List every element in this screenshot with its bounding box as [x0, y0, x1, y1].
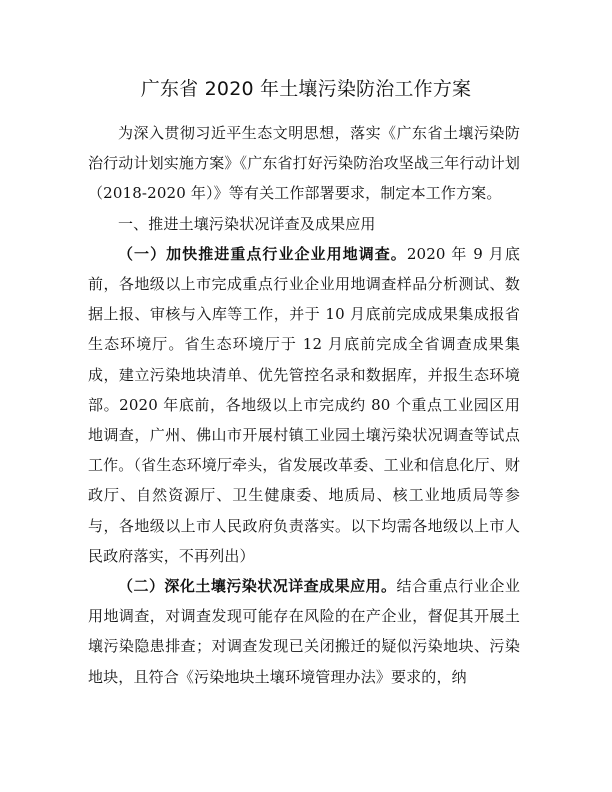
item-1-text: 2020 年 9 月底前，各地级以上市完成重点行业企业用地调查样品分析测试、数据上报、审核与入库等工作，并于 10 月底前完成成果集成报省生态环境厅。省生态环境厅于 12 月底前完成全省调查成果集成，建立污染地块清单、优先管控名录和数据库，并报生态环境部。2020 年底前，各地级以上市完成约 80 个重点工业园区用地调查，广州、佛山市开展村镇工业园土壤污染状况调查等试点工作。（省生态环境厅牵头，省发展改革委、工业和信息化厅、财政厅、自然资源厅、卫生健康委、地质局、核工业地质局等参与，各地级以上市人民政府负责落实。以下均需各地级以上市人民政府落实，不再列出）	[88, 244, 520, 565]
item-2-text: 结合重点行业企业用地调查，对调查发现可能存在风险的在产企业，督促其开展土壤污染隐患排查；对调查发现已关闭搬迁的疑似污染地块、污染地块，且符合《污染地块土壤环境管理办法》要求的，纳	[88, 577, 520, 686]
intro-paragraph: 为深入贯彻习近平生态文明思想，落实《广东省土壤污染防治行动计划实施方案》《广东省打好污染防治攻坚战三年行动计划（2018-2020 年）》等有关工作部署要求，制定本工作方案。	[88, 124, 520, 203]
item-1-label: （一）加快推进重点行业企业用地调查。	[118, 244, 407, 263]
document-title: 广东省 2020 年土壤污染防治工作方案	[140, 78, 472, 100]
section-heading-1: 一、推进土壤污染状况详查及成果应用	[118, 214, 376, 233]
paragraph-item-1	[88, 239, 520, 571]
item-2-label: （二）深化土壤污染状况详查成果应用。	[118, 577, 397, 596]
document-body	[88, 118, 520, 692]
paragraph-item-2	[88, 571, 520, 692]
